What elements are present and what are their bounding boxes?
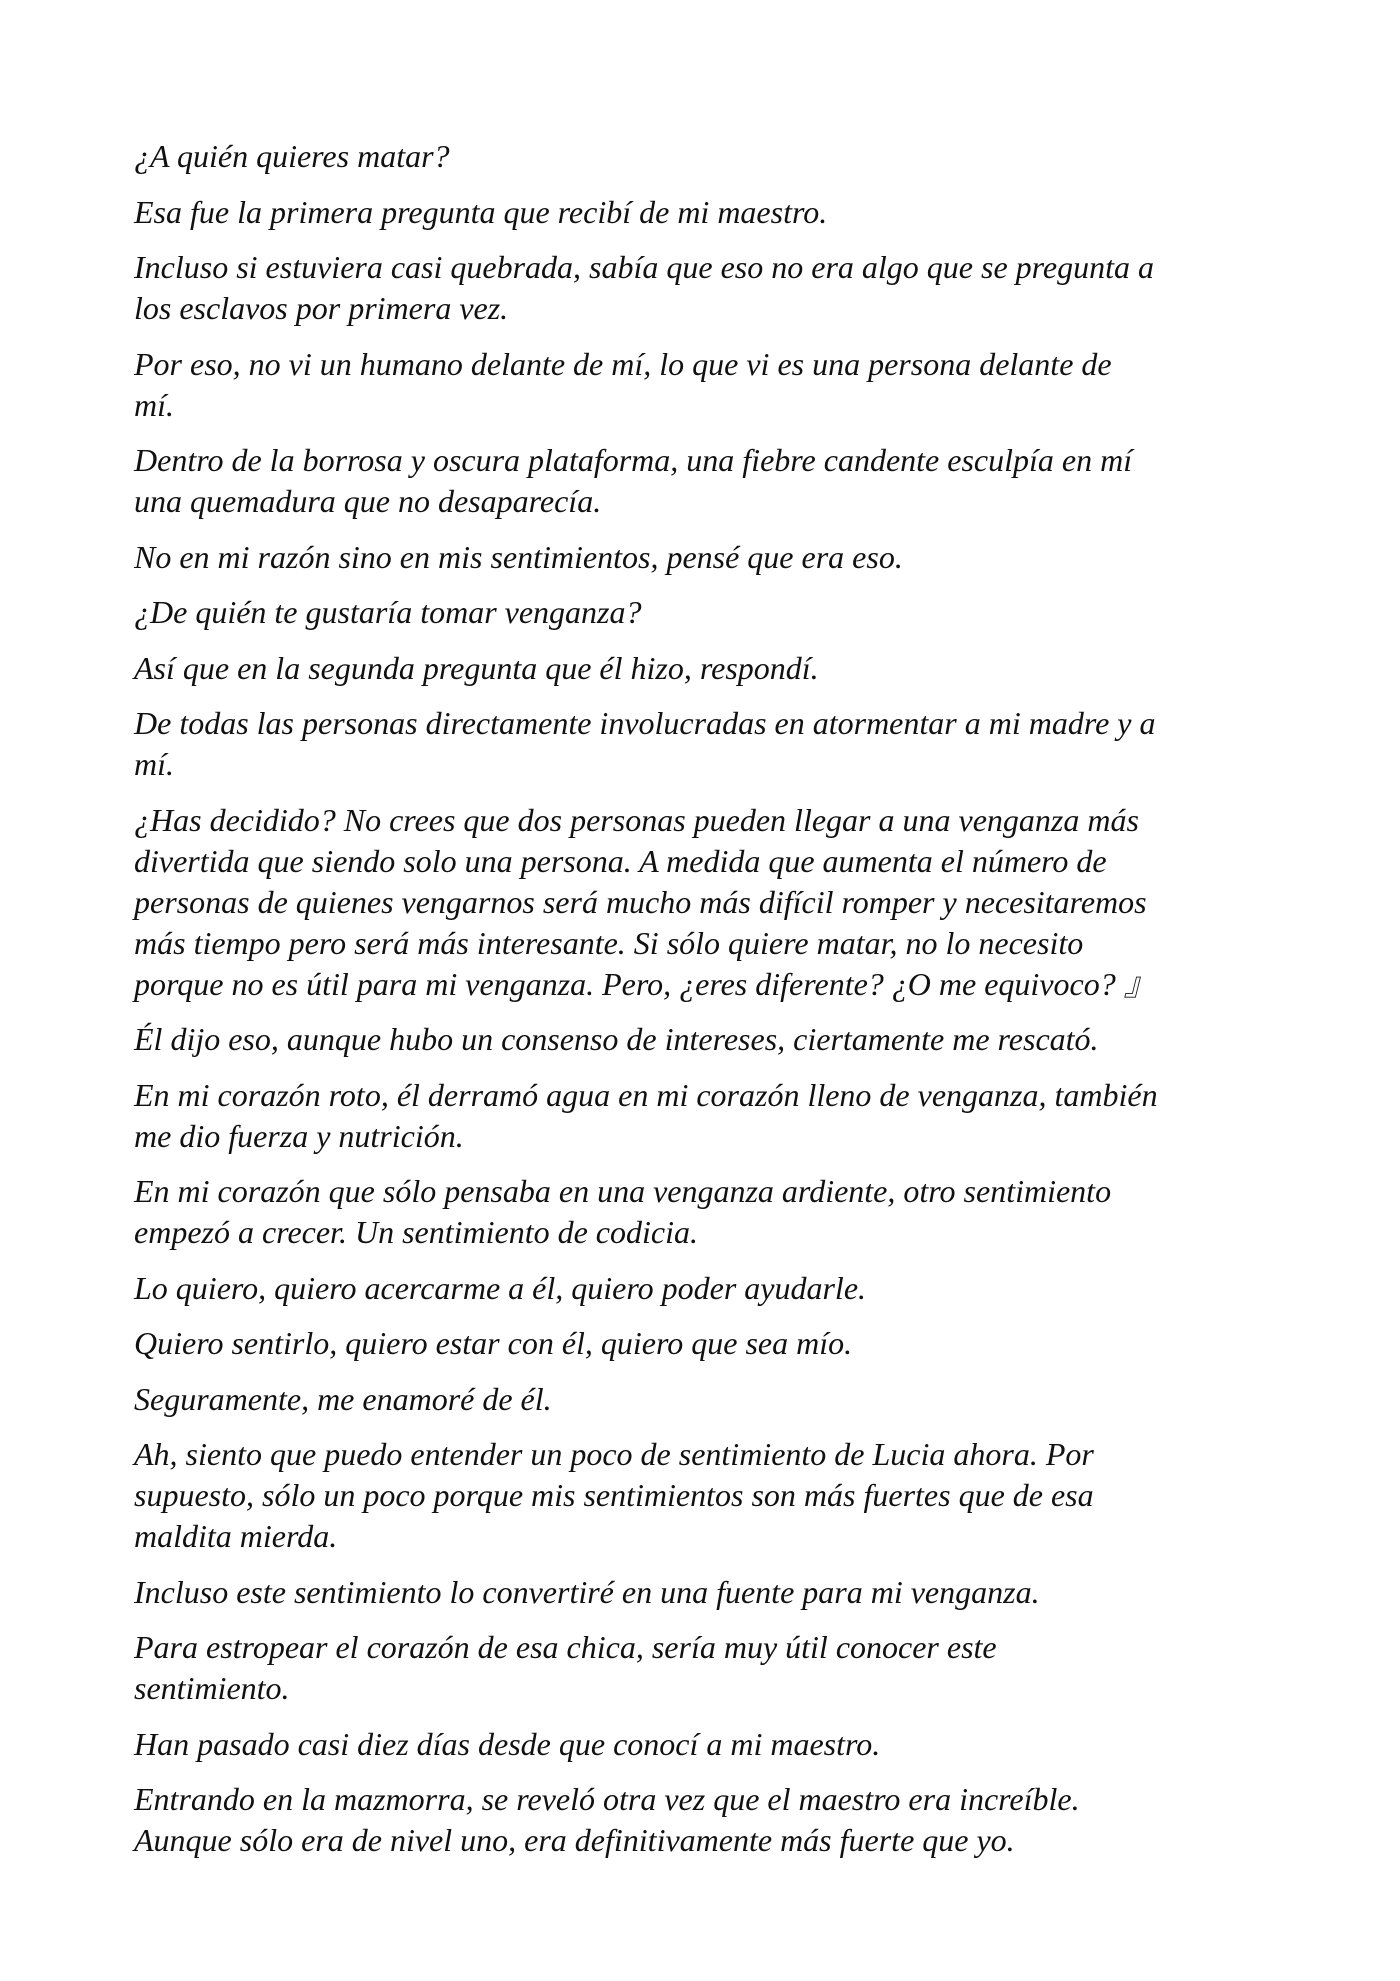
text-line: mí.: [134, 386, 174, 423]
text-line: empezó a crecer. Un sentimiento de codicia.: [134, 1214, 698, 1250]
paragraph: [134, 1572, 1282, 1613]
text-line: Para estropear el corazón de esa chica, sería muy útil conocer este: [134, 1629, 997, 1665]
text-line: más tiempo pero será más interesante. Si sólo quiere matar, no lo necesito: [134, 924, 1084, 961]
paragraph: [134, 1379, 1282, 1420]
text-line: ¿A quién quieres matar?: [134, 138, 450, 174]
paragraph: [134, 1075, 1282, 1157]
text-line: Entrando en la mazmorra, se reveló otra vez que el maestro era increíble.: [134, 1781, 1080, 1817]
text-line: No en mi razón sino en mis sentimientos, pensé que era eso.: [134, 538, 903, 575]
text-line: Esa fue la primera pregunta que recibí de mi maestro.: [134, 193, 828, 230]
text-line: maldita mierda.: [134, 1518, 338, 1554]
paragraph: [134, 1268, 1282, 1309]
text-line: En mi corazón roto, él derramó agua en mi corazón lleno de venganza, también: [134, 1076, 1158, 1113]
text-line: supuesto, sólo un poco porque mis sentimientos son más fuertes que de esa: [134, 1477, 1094, 1513]
text-line: Por eso, no vi un humano delante de mí, lo que vi es una persona delante de: [134, 345, 1112, 382]
paragraph: [134, 1779, 1282, 1861]
paragraph: [134, 1019, 1282, 1060]
text-line: Lo quiero, quiero acercarme a él, quiero poder ayudarle.: [134, 1269, 867, 1306]
text-line: mí.: [134, 746, 174, 782]
paragraph: [134, 648, 1282, 689]
text-line: sentimiento.: [134, 1670, 290, 1706]
text-line: En mi corazón que sólo pensaba en una venganza ardiente, otro sentimiento: [134, 1173, 1112, 1209]
paragraph: [134, 703, 1282, 785]
paragraph: [134, 192, 1282, 233]
text-line: una quemadura que no desaparecía.: [134, 483, 602, 519]
text-line: personas de quienes vengarnos será mucho más difícil romper y necesitaremos: [134, 883, 1147, 920]
paragraph: [134, 1171, 1282, 1253]
paragraph: [134, 136, 1282, 177]
paragraph: [134, 440, 1282, 522]
paragraph: [134, 247, 1282, 329]
text-line: divertida que siendo solo una persona. A medida que aumenta el número de: [134, 842, 1107, 879]
paragraph: [134, 537, 1282, 578]
text-line: Seguramente, me enamoré de él.: [134, 1380, 552, 1417]
text-line: Incluso este sentimiento lo convertiré en una fuente para mi venganza.: [134, 1573, 1040, 1610]
paragraph: [134, 1627, 1282, 1709]
paragraph: [134, 1323, 1282, 1364]
text-line: me dio fuerza y nutrición.: [134, 1117, 464, 1154]
paragraph: [134, 800, 1282, 1005]
text-line: Ah, siento que puedo entender un poco de sentimiento de Lucia ahora. Por: [134, 1436, 1094, 1472]
text-line: De todas las personas directamente involucradas en atormentar a mi madre y a: [134, 705, 1156, 741]
text-line: porque no es útil para mi venganza. Pero, ¿eres diferente? ¿O me equivoco? 』: [134, 965, 1156, 1002]
paragraph: [134, 592, 1282, 633]
text-line: ¿De quién te gustaría tomar venganza?: [134, 594, 642, 630]
text-line: Él dijo eso, aunque hubo un consenso de intereses, ciertamente me rescató.: [134, 1021, 1099, 1057]
text-line: los esclavos por primera vez.: [134, 290, 509, 326]
text-line: Así que en la segunda pregunta que él hizo, respondí.: [134, 649, 819, 686]
text-line: Aunque sólo era de nivel uno, era definitivamente más fuerte que yo.: [134, 1822, 1015, 1858]
text-line: Incluso si estuviera casi quebrada, sabía que eso no era algo que se pregunta a: [134, 249, 1155, 285]
paragraph: [134, 1724, 1282, 1765]
paragraph: [134, 344, 1282, 426]
text-line: Quiero sentirlo, quiero estar con él, quiero que sea mío.: [134, 1325, 853, 1361]
text-line: Han pasado casi diez días desde que conocí a mi maestro.: [134, 1725, 881, 1762]
paragraph: [134, 1434, 1282, 1557]
text-line: Dentro de la borrosa y oscura plataforma, una fiebre candente esculpía en mí: [134, 442, 1133, 478]
text-line: ¿Has decidido? No crees que dos personas pueden llegar a una venganza más: [134, 801, 1139, 838]
